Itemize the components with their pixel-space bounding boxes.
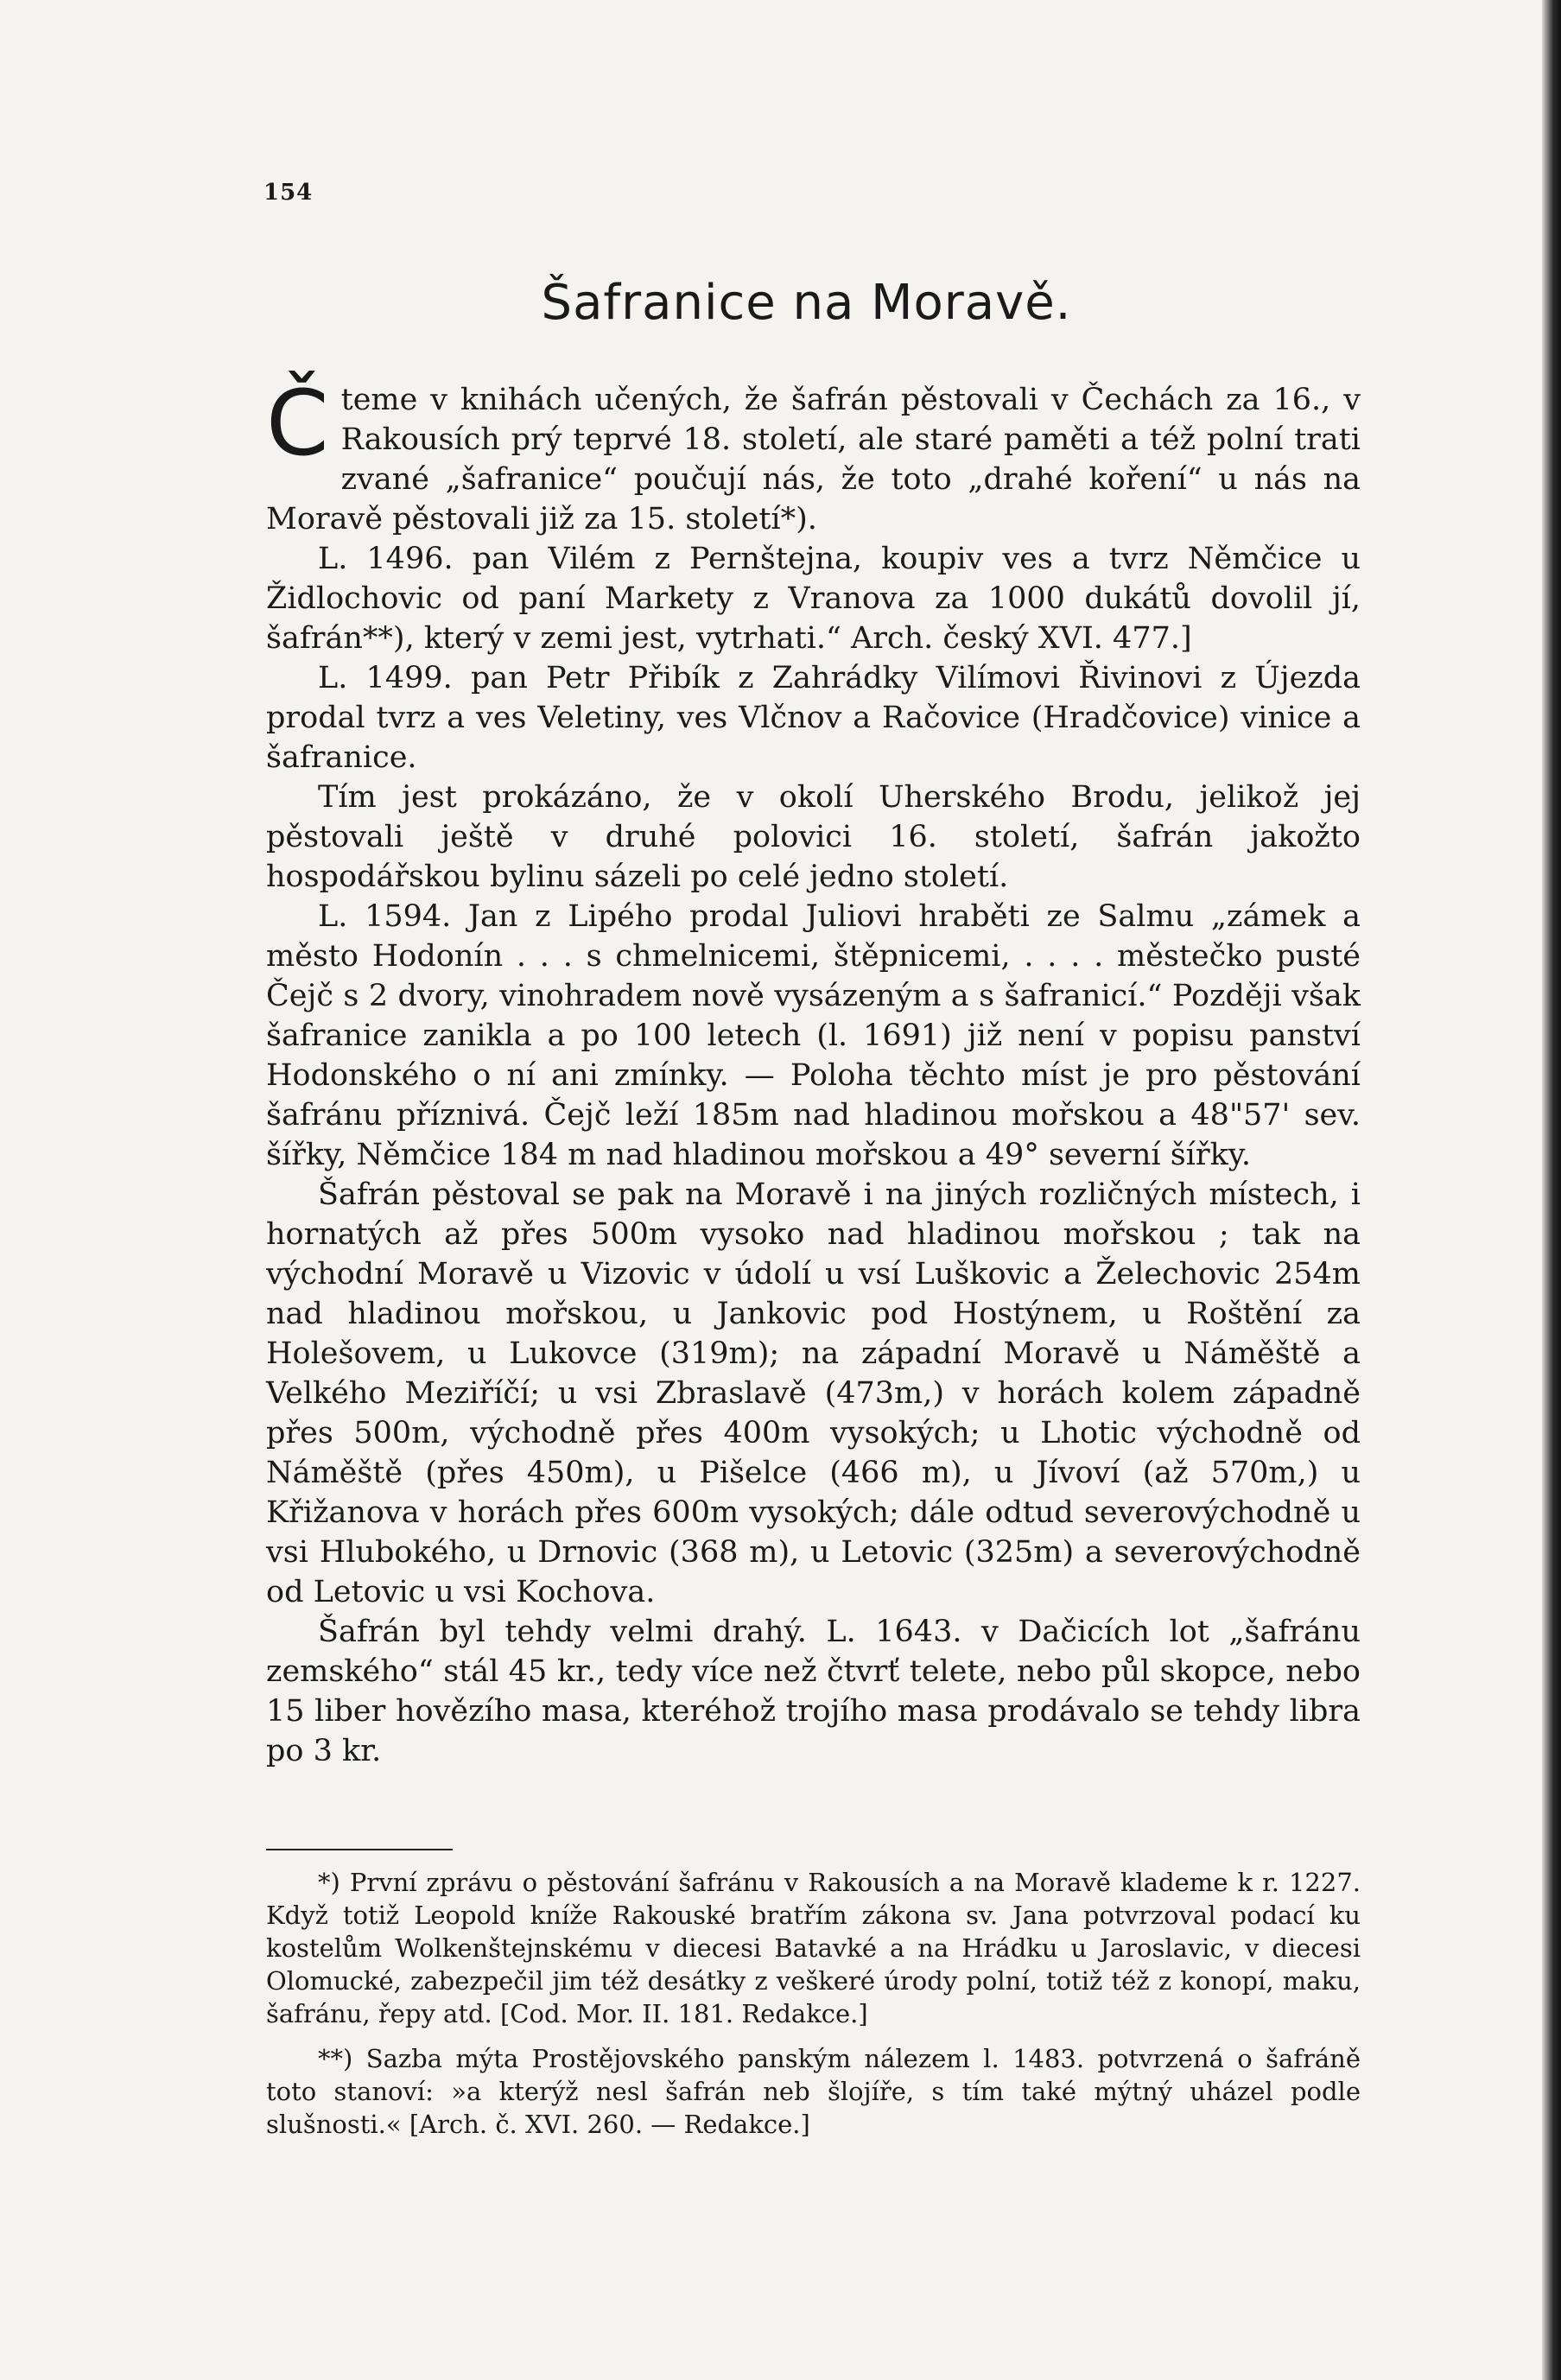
paragraph: Šafrán byl tehdy velmi drahý. L. 1643. v Dačicích lot „šafránu zemského“ stál 45 kr., tedy více než čtvrť telete, nebo půl skopce, nebo 15 liber hovězího masa, kteréhož trojího masa prodávalo se tehdy libra po 3 kr. [266, 1615, 1361, 1768]
paragraph: Tím jest prokázáno, že v okolí Uherského Brodu, jelikož jej pěstovali ještě v druhé polovici 16. století, šafrán jakožto hospodářskou bylinu sázeli po celé jedno století. [266, 780, 1361, 894]
page-number: 154 [263, 180, 314, 206]
article-body [266, 371, 1361, 1771]
paragraph: Čteme v knihách učených, že šafrán pěstovali v Čechách za 16., v Rakousích prý teprvé 18. století, ale staré paměti a též polní trati zvané „šafranice“ poučují nás, že toto „drahé koření“ u nás na Moravě pěstovali již za 15. století*). [266, 371, 1361, 536]
paragraph: Šafrán pěstoval se pak na Moravě i na jiných rozličných místech, i hornatých až přes 500m vysoko nad hladinou mořskou ; tak na východní Moravě u Vizovic v údolí u vsí Luškovic a Želechovic 254m nad hladinou mořskou, u Jankovic pod Hostýnem, u Roštění za Holešovem, u Lukovce (319m); na západní Moravě u Náměště a Velkého Meziříčí; u vsi Zbraslavě (473m,) v horách kolem západně přes 500m, východně přes 400m vysokých; u Lhotic východně od Náměště (přes 450m), u Pišelce (466 m), u Jívoví (až 570m,) u Křižanova v horách přes 600m vysokých; dále odtud severovýchodně u vsi Hlubokého, u Drnovic (368 m), u Letovic (325m) a severovýchodně od Letovic u vsi Kochova. [266, 1177, 1361, 1609]
paragraph: L. 1496. pan Vilém z Pernštejna, koupiv ves a tvrz Němčice u Židlochovic od paní Markety z Vranova za 1000 dukátů dovolil jí, šafrán**), který v zemi jest, vytrhati.“ Arch. český XVI. 477.] [266, 542, 1361, 656]
page-title: Šafranice na Moravě. [541, 275, 1072, 331]
page-edge-shadow [1542, 0, 1561, 2380]
footnotes [266, 1866, 1361, 2153]
paragraph: L. 1594. Jan z Lipého prodal Juliovi hraběti ze Salmu „zámek a město Hodonín . . . s chmelnicemi, štěpnicemi, . . . . městečko pusté Čejč s 2 dvory, vinohradem nově vysázeným a s šafranicí.“ Později však šafranice zanikla a po 100 letech (l. 1691) již není v popisu panství Hodonského o ní ani zmínky. — Poloha těchto míst je pro pěstování šafránu příznivá. Čejč leží 185m nad hladinou mořskou a 48"57' sev. šířky, Němčice 184 m nad hladinou mořskou a 49° severní šířky. [266, 899, 1361, 1172]
footnote-divider [266, 1849, 453, 1850]
drop-cap: Č [266, 371, 329, 476]
footnote: *) První zprávu o pěstování šafránu v Rakousích a na Moravě klademe k r. 1227. Když totiž Leopold kníže Rakouské bratřím zákona sv. Jana potvrzoval podací ku kostelům Wolkenštejnskému v diecesi Batavké a na Hrádku u Jaroslavic, v diecesi Olomucké, zabezpečil jim též desátky z veškeré úrody polní, totiž též z konopí, maku, šafránu, řepy atd. [Cod. Mor. II. 181. Redakce.] [266, 1868, 1361, 2028]
footnote: **) Sazba mýta Prostějovského panským nálezem l. 1483. potvrzená o šafráně toto stanoví: »a kterýž nesl šafrán neb šlojíře, s tím také mýtný uházel podle slušnosti.« [Arch. č. XVI. 260. — Redakce.] [266, 2044, 1361, 2139]
paragraph: L. 1499. pan Petr Přibík z Zahrádky Vilímovi Řivinovi z Újezda prodal tvrz a ves Veletiny, ves Vlčnov a Račovice (Hradčovice) vinice a šafranice. [266, 661, 1361, 775]
